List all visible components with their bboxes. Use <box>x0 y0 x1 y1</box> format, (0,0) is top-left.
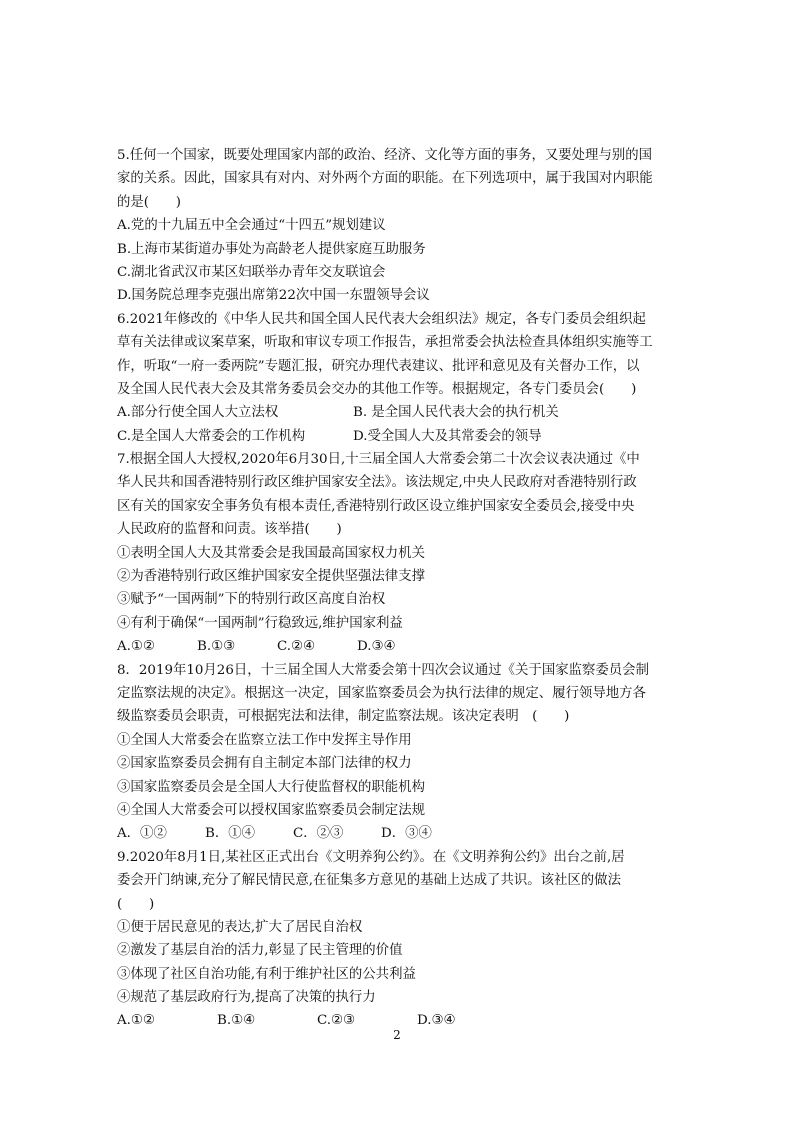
statement-item: ④规范了基层政府行为,提高了决策的执行力 <box>117 990 376 1006</box>
question-stem-line: 级监察委员会职责，可根据宪法和法律，制定监察法规。该决定表明 ( ) <box>117 709 570 725</box>
question-stem-line: 草有关法律或议案草案，听取和审议专项工作报告，承担常委会执法检查具体组织实施等工 <box>117 335 653 351</box>
answer-option: A.党的十九届五中全会通过“十四五”规划建议 <box>117 218 386 234</box>
statement-item: ③赋予“一国两制”下的特别行政区高度自治权 <box>117 592 386 608</box>
question-8 <box>117 659 677 846</box>
answer-option: C.是全国人大常委会的工作机构 <box>117 428 306 444</box>
answer-option: B.①③ <box>197 639 236 655</box>
statement-item: ②为香港特别行政区维护国家安全提供坚强法律支撑 <box>117 569 425 585</box>
question-stem-line: 定监察法规的决定》。根据这一决定，国家监察委员会为执行法律的规定、履行领导地方各 <box>117 685 646 701</box>
answer-option: C.②③ <box>317 1013 356 1029</box>
question-6 <box>117 308 677 448</box>
question-stem-line: 家的关系。因此，国家具有对内、对外两个方面的职能。在下列选项中，属于我国对内职能 <box>117 171 653 187</box>
question-stem-line: 8．2019年10月26日，十三届全国人大常委会第十四次会议通过《关于国家监察委员会制 <box>117 662 649 678</box>
answer-option: D.国务院总理李克强出席第22次中国一东盟领导会议 <box>117 288 430 304</box>
statement-item: ④有利于确保“一国两制”行稳致远,维护国家利益 <box>117 615 403 631</box>
statement-item: ③体现了社区自治功能,有利于维护社区的公共利益 <box>117 966 416 982</box>
answer-option: D.③④ <box>357 639 396 655</box>
statement-item: ②激发了基层自治的活力,彰显了民主管理的价值 <box>117 943 403 959</box>
statement-item: ①便于居民意见的表达,扩大了居民自治权 <box>117 919 363 935</box>
answer-options-row <box>117 822 677 845</box>
answer-options-row <box>117 425 677 448</box>
statement-item: ②国家监察委员会拥有自主制定本部门法律的权力 <box>117 756 412 772</box>
statement-item: ③国家监察委员会是全国人大行使监督权的职能机构 <box>117 779 425 795</box>
question-stem-line: 6.2021年修改的《中华人民共和国全国人民代表大会组织法》规定，各专门委员会组织起 <box>117 311 646 327</box>
statement-item: ①全国人大常委会在监察立法工作中发挥主导作用 <box>117 732 412 748</box>
answer-option: C.湖北省武汉市某区妇联举办青年交友联谊会 <box>117 264 386 280</box>
question-stem-line: 及全国人民代表大会及其常务委员会交办的其他工作等。根据规定，各专门委员会( ) <box>117 381 637 397</box>
question-stem-line: 5.任何一个国家，既要处理国家内部的政治、经济、文化等方面的事务，又要处理与别的国 <box>117 148 653 163</box>
question-stem-line: 的是( ) <box>117 194 182 210</box>
question-stem-line: 委会开门纳谏,充分了解民情民意,在征集多方意见的基础上达成了共识。该社区的做法 <box>117 873 621 889</box>
page-number: 2 <box>393 1028 401 1042</box>
answer-option: D.③④ <box>417 1013 456 1029</box>
answer-options-row <box>117 635 677 658</box>
page-content <box>117 144 677 1033</box>
answer-options-row <box>117 401 677 424</box>
answer-option: B. 是全国人民代表大会的执行机关 <box>353 405 559 421</box>
answer-option: A.①② <box>117 1013 155 1029</box>
statement-item: ④全国人大常委会可以授权国家监察委员会制定法规 <box>117 802 425 818</box>
answer-option: C．②③ <box>293 826 344 842</box>
question-stem-line: 区有关的国家安全事务负有根本责任,香港特别行政区设立维护国家安全委员会,接受中央 <box>117 498 635 514</box>
question-stem-line: 7.根据全国人大授权,2020年6月30日,十三届全国人大常委会第二十次会议表决通过《中 <box>117 452 640 468</box>
answer-option: B.上海市某街道办事处为高龄老人提供家庭互助服务 <box>117 241 426 257</box>
answer-option: B.①④ <box>217 1013 256 1029</box>
answer-option: D.受全国人大及其常委会的领导 <box>353 428 542 444</box>
question-stem-line: 华人民共和国香港特别行政区维护国家安全法》。该法规定,中央人民政府对香港特别行政 <box>117 475 637 491</box>
question-5 <box>117 144 677 308</box>
statement-item: ①表明全国人大及其常委会是我国最高国家权力机关 <box>117 545 425 561</box>
question-stem-line: 人民政府的监督和问责。该举措( ) <box>117 522 342 538</box>
answer-option: A.①② <box>117 639 155 655</box>
answer-option: A．①② <box>117 826 167 842</box>
answer-option: D．③④ <box>381 826 432 842</box>
question-stem-line: ( ) <box>117 896 155 912</box>
question-7 <box>117 448 677 659</box>
question-9 <box>117 846 677 1033</box>
answer-option: A.部分行使全国人大立法权 <box>117 405 279 421</box>
answer-option: C.②④ <box>277 639 316 655</box>
question-stem-line: 作，听取“一府一委两院”专题汇报，研究办理代表建议、批评和意见及有关督办工作，以 <box>117 358 640 374</box>
answer-option: B．①④ <box>205 826 256 842</box>
question-stem-line: 9.2020年8月1日,某社区正式出台《文明养狗公约》。在《文明养狗公约》出台之前,居 <box>117 849 625 865</box>
